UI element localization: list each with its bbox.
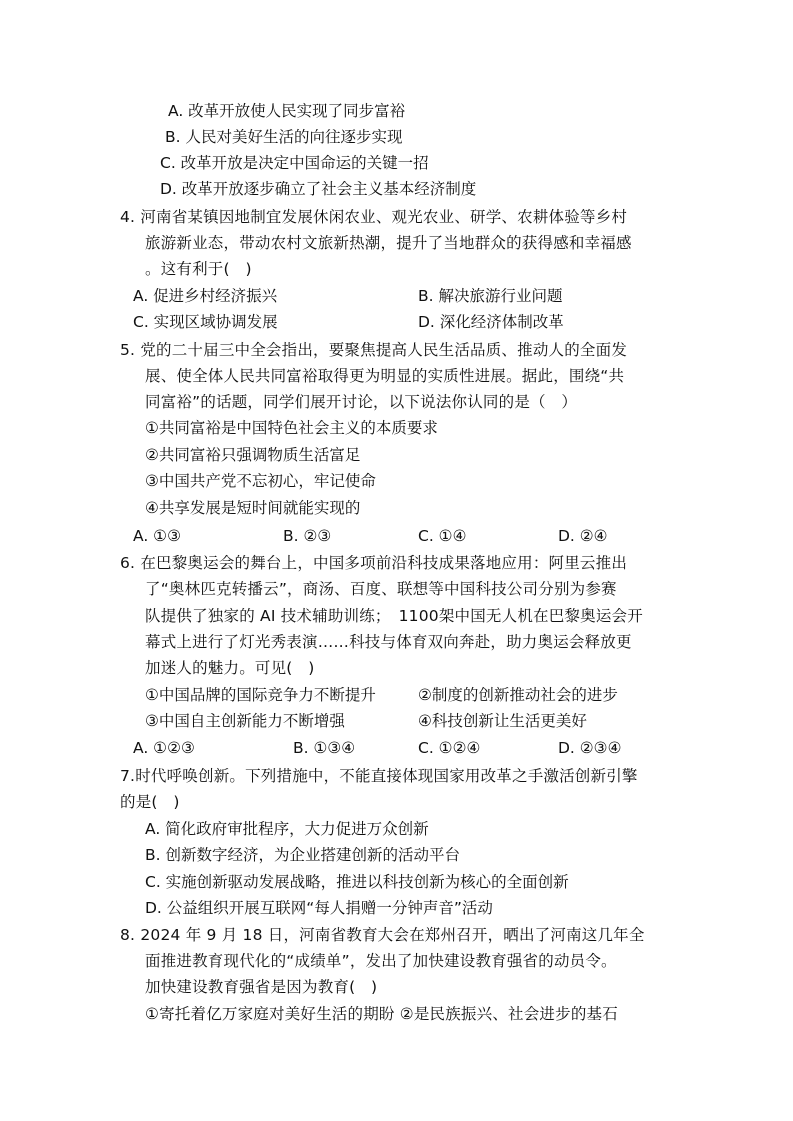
- q6-statement-4: ④科技创新让生活更美好: [418, 712, 587, 730]
- q3-option-c: C. 改革开放是决定中国命运的关键一招: [160, 154, 429, 172]
- q7-option-d: D. 公益组织开展互联网“每人捐赠一分钟声音”活动: [145, 899, 493, 917]
- q8-line-3: 加快建设教育强省是因为教育( ): [145, 978, 378, 996]
- q5-option-b: B. ②③: [283, 527, 332, 545]
- q5-line-3: 同富裕”的话题，同学们展开讨论，以下说法你认同的是（ ）: [145, 393, 578, 411]
- q4-line-3: 。这有利于( ): [145, 260, 252, 278]
- q6-statement-1: ①中国品牌的国际竞争力不断提升: [145, 686, 376, 704]
- q6-line-1: 6. 在巴黎奥运会的舞台上，中国多项前沿科技成果落地应用：阿里云推出: [120, 554, 628, 572]
- q4-option-b: B. 解决旅游行业问题: [418, 287, 563, 305]
- q4-line-1: 4. 河南省某镇因地制宜发展休闲农业、观光农业、研学、农耕体验等乡村: [120, 208, 628, 226]
- q6-option-c: C. ①②④: [418, 739, 481, 757]
- q6-line-2: 了“奥林匹克转播云”，商汤、百度、联想等中国科技公司分别为参赛: [145, 580, 617, 598]
- q5-statement-3: ③中国共产党不忘初心，牢记使命: [145, 472, 376, 490]
- q6-line-5: 加迷人的魅力。可见( ): [145, 659, 315, 677]
- q6-statement-2: ②制度的创新推动社会的进步: [418, 686, 618, 704]
- q7-line-2: 的是( ): [120, 793, 180, 811]
- q8-line-2: 面推进教育现代化的“成绩单”，发出了加快建设教育强省的动员令。: [145, 952, 617, 970]
- q7-option-a: A. 简化政府审批程序，大力促进万众创新: [145, 820, 429, 838]
- q3-option-d: D. 改革开放逐步确立了社会主义基本经济制度: [160, 180, 477, 198]
- q5-statement-4: ④共享发展是短时间就能实现的: [145, 499, 361, 517]
- q5-statement-2: ②共同富裕只强调物质生活富足: [145, 446, 361, 464]
- q5-line-1: 5. 党的二十届三中全会指出，要聚焦提高人民生活品质、推动人的全面发: [120, 341, 628, 359]
- q3-option-b: B. 人民对美好生活的向往逐步实现: [165, 128, 403, 146]
- q5-option-a: A. ①③: [133, 527, 181, 545]
- q8-line-1: 8. 2024 年 9 月 18 日，河南省教育大会在郑州召开，晒出了河南这几年全: [120, 926, 645, 944]
- q6-line-4: 幕式上进行了灯光秀表演……科技与体育双向奔赴，助力奥运会释放更: [145, 633, 632, 651]
- q7-line-1: 7.时代呼唤创新。下列措施中，不能直接体现国家用改革之手激活创新引擎: [120, 767, 638, 785]
- q8-line-4: ①寄托着亿万家庭对美好生活的期盼 ②是民族振兴、社会进步的基石: [145, 1005, 618, 1023]
- q6-option-a: A. ①②③: [133, 739, 195, 757]
- q7-option-c: C. 实施创新驱动发展战略，推进以科技创新为核心的全面创新: [145, 873, 569, 891]
- q3-option-a: A. 改革开放使人民实现了同步富裕: [168, 102, 406, 120]
- q7-option-b: B. 创新数字经济，为企业搭建创新的活动平台: [145, 846, 460, 864]
- q4-option-d: D. 深化经济体制改革: [418, 313, 564, 331]
- q4-line-2: 旅游新业态，带动农村文旅新热潮，提升了当地群众的获得感和幸福感: [145, 234, 632, 252]
- q6-statement-3: ③中国自主创新能力不断增强: [145, 712, 345, 730]
- q5-line-2: 展、使全体人民共同富裕取得更为明显的实质性进展。据此，围绕“共: [145, 367, 625, 385]
- q6-option-d: D. ②③④: [558, 739, 622, 757]
- q4-option-c: C. 实现区域协调发展: [133, 313, 278, 331]
- q4-option-a: A. 促进乡村经济振兴: [133, 287, 278, 305]
- q5-statement-1: ①共同富裕是中国特色社会主义的本质要求: [145, 419, 438, 437]
- q6-option-b: B. ①③④: [293, 739, 356, 757]
- q5-option-d: D. ②④: [558, 527, 608, 545]
- q5-option-c: C. ①④: [418, 527, 467, 545]
- q6-line-3: 队提供了独家的 AI 技术辅助训练； 1100架中国无人机在巴黎奥运会开: [145, 607, 643, 625]
